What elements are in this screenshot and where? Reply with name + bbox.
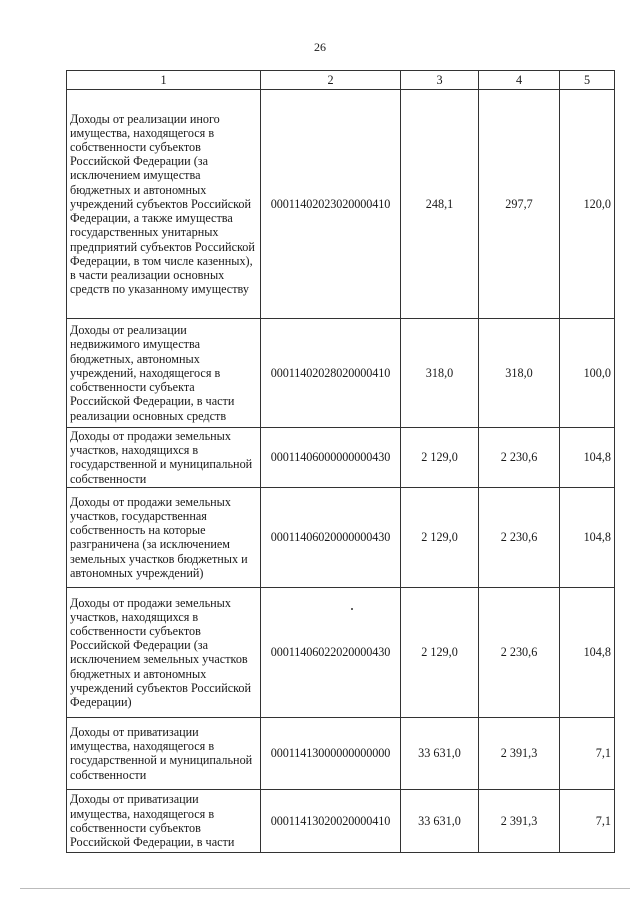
table-row [67, 717, 615, 789]
column-header: 3 [401, 71, 479, 90]
percent-cell: 104,8 [560, 487, 615, 587]
percent-cell: 120,0 [560, 90, 615, 319]
budget-code-cell: 00011406022020000430 [261, 587, 401, 717]
table-row [67, 428, 615, 488]
revenue-table [66, 70, 615, 853]
percent-cell: 7,1 [560, 789, 615, 852]
table-header-row [67, 71, 615, 90]
value-cell-col4: 318,0 [479, 319, 560, 428]
revenue-name-cell: Доходы от продажи земельных участков, находящихся в государственной и муниципальной собственности [67, 428, 261, 488]
scan-edge-line [20, 888, 630, 889]
budget-code-cell: 00011402023020000410 [261, 90, 401, 319]
percent-cell: 100,0 [560, 319, 615, 428]
budget-code-cell: 00011413000000000000 [261, 717, 401, 789]
value-cell-col3: 33 631,0 [401, 717, 479, 789]
table-row [67, 789, 615, 852]
value-cell-col4: 297,7 [479, 90, 560, 319]
percent-cell: 7,1 [560, 717, 615, 789]
column-header: 5 [560, 71, 615, 90]
percent-cell: 104,8 [560, 587, 615, 717]
revenue-name-cell: Доходы от приватизации имущества, находящегося в собственности субъектов Российской Федерации, в части [67, 789, 261, 852]
page-number: 26 [314, 40, 326, 54]
value-cell-col3: 33 631,0 [401, 789, 479, 852]
value-cell-col3: 248,1 [401, 90, 479, 319]
percent-cell: 104,8 [560, 428, 615, 488]
value-cell-col4: 2 230,6 [479, 487, 560, 587]
value-cell-col4: 2 391,3 [479, 789, 560, 852]
budget-code-cell: 00011402028020000410 [261, 319, 401, 428]
column-header: 1 [67, 71, 261, 90]
column-header: 2 [261, 71, 401, 90]
revenue-name-cell: Доходы от реализации иного имущества, находящегося в собственности субъектов Российской Федерации (за исключением имущества бюджетных и автономных учреждений субъектов Российской Федерации, а также имущества государственных унитарных предприятий субъектов Российской Федерации, в том числе казенных), в части реализации основных средств по указанному имуществу [67, 90, 261, 319]
table-row [67, 90, 615, 319]
value-cell-col4: 2 230,6 [479, 428, 560, 488]
revenue-name-cell: Доходы от приватизации имущества, находящегося в государственной и муниципальной собственности [67, 717, 261, 789]
value-cell-col4: 2 230,6 [479, 587, 560, 717]
column-header: 4 [479, 71, 560, 90]
revenue-name-cell: Доходы от продажи земельных участков, государственная собственность на которые разграничена (за исключением земельных участков бюджетных и автономных учреждений) [67, 487, 261, 587]
budget-code-cell: 00011406000000000430 [261, 428, 401, 488]
table-row [67, 587, 615, 717]
value-cell-col3: 2 129,0 [401, 487, 479, 587]
table-row [67, 319, 615, 428]
value-cell-col4: 2 391,3 [479, 717, 560, 789]
scan-dot [351, 608, 353, 610]
revenue-name-cell: Доходы от реализации недвижимого имущества бюджетных, автономных учреждений, находящегося в собственности субъекта Российской Федерации, в части реализации основных средств [67, 319, 261, 428]
value-cell-col3: 318,0 [401, 319, 479, 428]
value-cell-col3: 2 129,0 [401, 428, 479, 488]
table-row [67, 487, 615, 587]
value-cell-col3: 2 129,0 [401, 587, 479, 717]
revenue-name-cell: Доходы от продажи земельных участков, находящихся в собственности субъектов Российской Федерации (за исключением земельных участков бюджетных и автономных учреждений субъектов Российской Федерации) [67, 587, 261, 717]
budget-code-cell: 00011406020000000430 [261, 487, 401, 587]
budget-code-cell: 00011413020020000410 [261, 789, 401, 852]
